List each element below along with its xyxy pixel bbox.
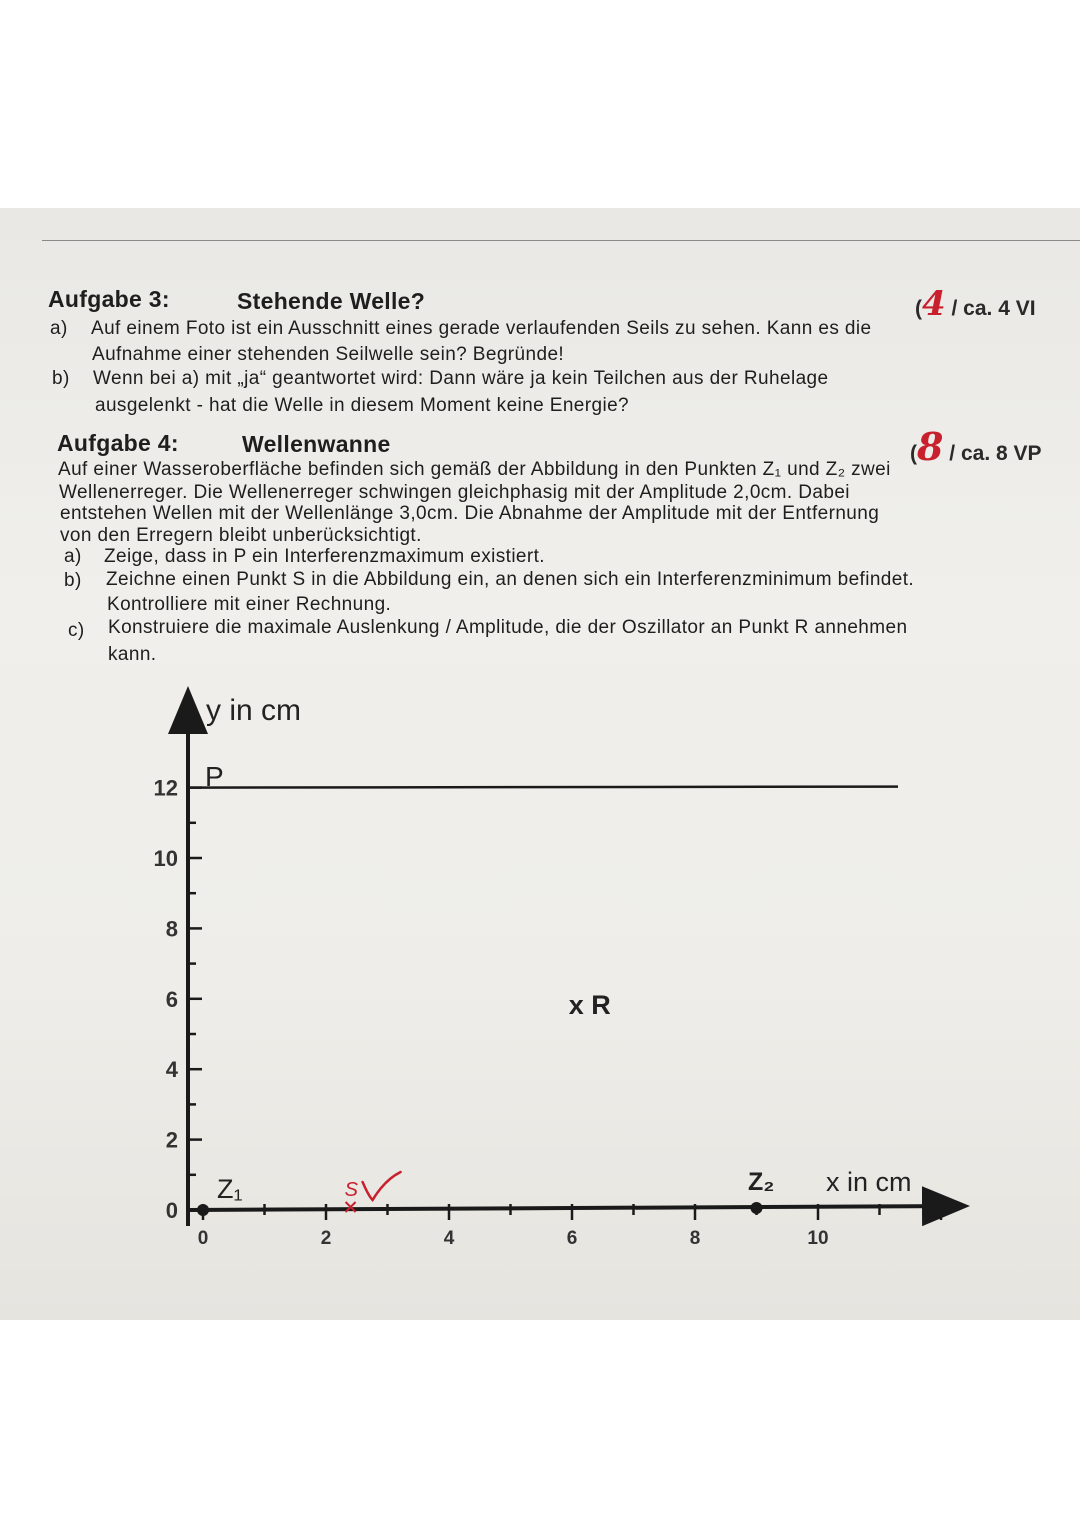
reference-line-y12 [188, 787, 898, 788]
task4-intro-line3: entstehen Wellen mit der Wellenlänge 3,0cm. Die Abnahme der Amplitude mit der Entfernung [60, 503, 880, 524]
task4-points-handwritten: 8 [917, 424, 944, 469]
task4-b-label: b) [64, 570, 82, 591]
task4-title: Aufgabe 4: [57, 430, 179, 456]
task4-c-line1: Konstruiere die maximale Auslenkung / Amplitude, die der Oszillator an Punkt R annehmen [108, 617, 908, 638]
y-tick-label: 0 [165, 1198, 178, 1223]
task4-subtitle: Wellenwanne [242, 431, 391, 457]
task4-b-line2: Kontrolliere mit einer Rechnung. [107, 594, 392, 615]
y-tick-label: 2 [165, 1127, 178, 1153]
wave-tank-figure [0, 208, 1080, 1320]
task4-a-label: a) [64, 546, 82, 567]
task3-title: Aufgabe 3: [48, 286, 170, 312]
task3-b-line2: ausgelenkt - hat die Welle in diesem Moment keine Energie? [95, 395, 630, 416]
y-tick-label: 12 [153, 775, 178, 801]
handwritten-s-label: S [344, 1179, 358, 1201]
x-tick-label: 4 [443, 1228, 455, 1249]
x-tick-label: 6 [566, 1228, 578, 1249]
y-ticks-group [154, 776, 202, 1223]
x-axis-label: x in cm [826, 1167, 912, 1197]
x-tick-label: 8 [689, 1228, 701, 1249]
red-check-mark-icon [363, 1172, 401, 1200]
worksheet-photo [0, 208, 1080, 1320]
point-z2-label: Z₂ [748, 1168, 775, 1196]
y-tick-label: 10 [153, 846, 178, 871]
y-tick-label: 8 [165, 916, 178, 942]
task4-c-line2: kann. [108, 644, 157, 665]
task4-intro-line2: Wellenerreger. Die Wellenerreger schwingen gleichphasig mit der Amplitude 2,0cm. Dabei [59, 482, 850, 503]
exciter-z1-dot [197, 1204, 209, 1216]
task3-a-line2: Aufnahme einer stehenden Seilwelle sein? Begründe! [92, 344, 565, 365]
x-tick-label: 10 [807, 1228, 829, 1249]
point-z1-label: Z₁ [217, 1174, 243, 1204]
task4-c-label: c) [68, 620, 85, 641]
point-p-label: P [205, 761, 224, 792]
task4-b-line1: Zeichne einen Punkt S in die Abbildung ein, an denen sich ein Interferenzminimum befindet. [106, 569, 915, 590]
x-tick-label: 2 [320, 1228, 332, 1249]
exciter-z2-dot [751, 1202, 763, 1214]
task3-points-open: ( [915, 297, 922, 320]
task3-points-text: / ca. 4 VI [951, 297, 1036, 320]
task4-intro-line1: Auf einer Wasseroberfläche befinden sich gemäß der Abbildung in den Punkten Z₁ und Z₂ zwei [58, 459, 891, 480]
task3-b-label: b) [52, 368, 70, 389]
task3-a-line1: Auf einem Foto ist ein Ausschnitt eines gerade verlaufenden Seils zu sehen. Kann es die [91, 318, 872, 339]
task3-b-line1: Wenn bei a) mit „ja“ geantwortet wird: Dann wäre ja kein Teilchen aus der Ruhelage [93, 368, 829, 389]
task3-a-label: a) [50, 318, 68, 339]
task4-intro-line4: von den Erregern bleibt unberücksichtigt. [60, 525, 422, 546]
x-axis [188, 1206, 962, 1210]
y-tick-label: 4 [165, 1057, 178, 1083]
y-tick-label: 6 [165, 986, 178, 1012]
task3-points-handwritten: 4 [922, 284, 946, 324]
task4-a-text: Zeige, dass in P ein Interferenzmaximum existiert. [104, 546, 545, 567]
handwritten-s-mark [345, 1172, 401, 1212]
point-r-label: x R [568, 989, 611, 1020]
task3-subtitle: Stehende Welle? [237, 288, 426, 314]
y-axis-label: y in cm [206, 694, 302, 727]
task4-points-open: ( [910, 442, 917, 465]
task4-points-text: / ca. 8 VP [949, 442, 1042, 465]
x-tick-label: 0 [197, 1228, 209, 1249]
axes-group [188, 694, 962, 1226]
